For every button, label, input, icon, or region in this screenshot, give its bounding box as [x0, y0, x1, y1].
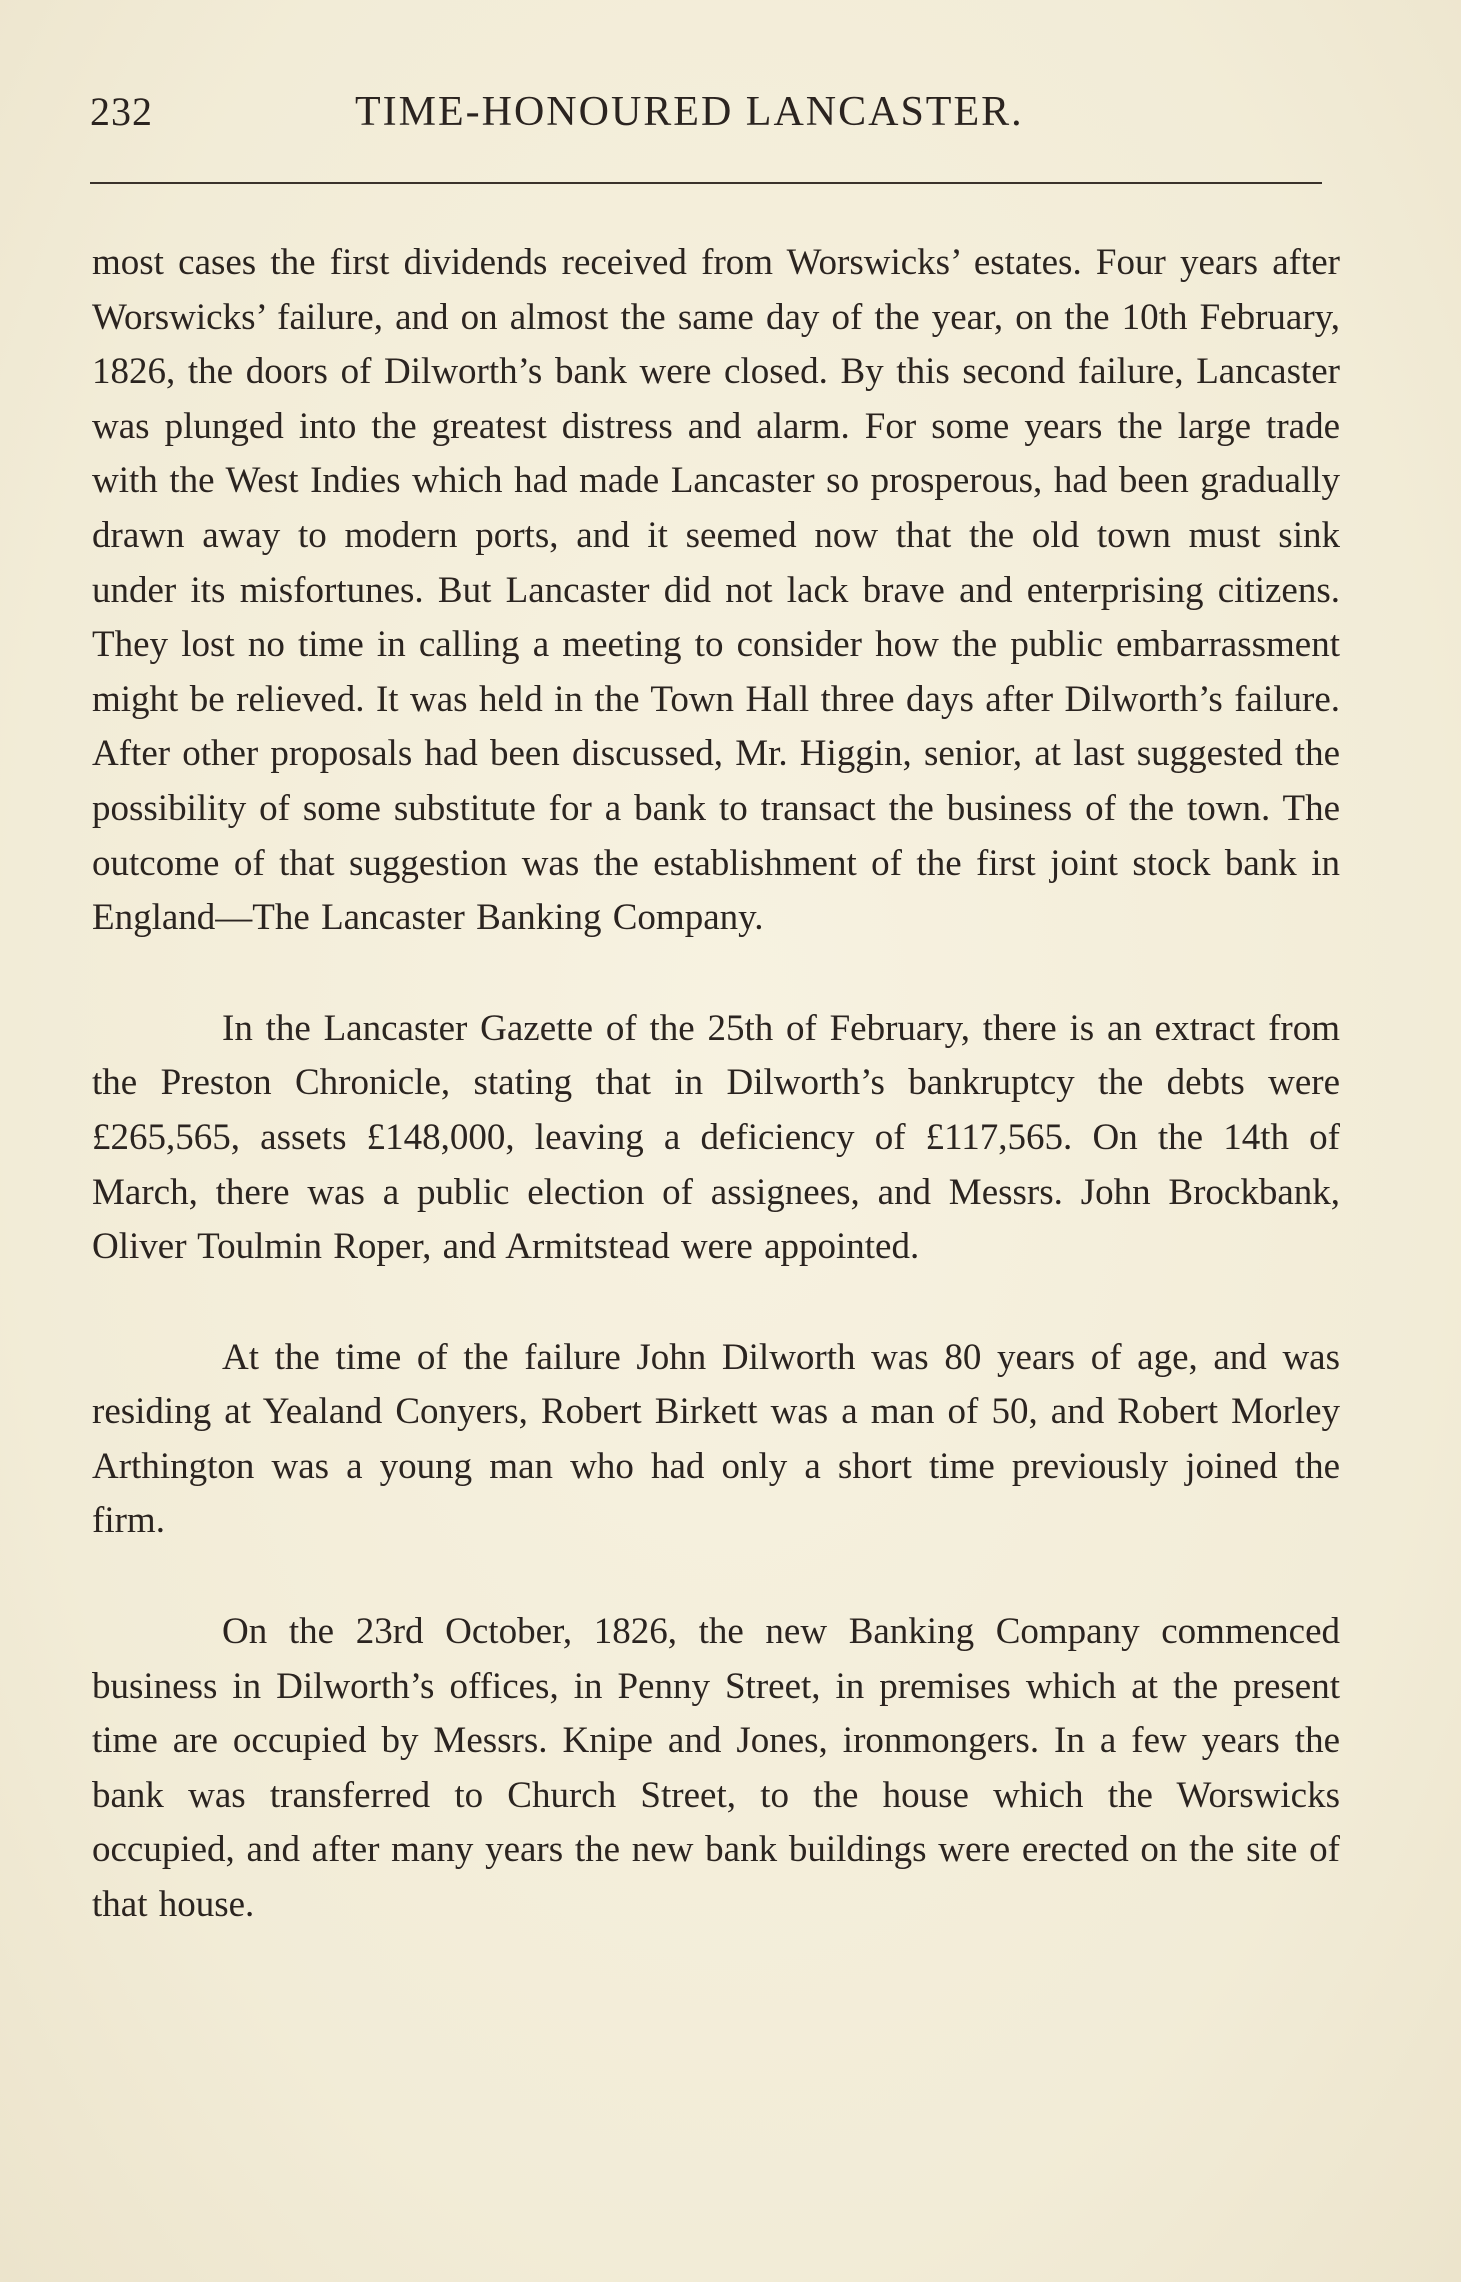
paragraph-4: On the 23rd October, 1826, the new Banking Company commenced business in Dilworth’s offices, in Penny Street, in premises which at the present time are occupied by Messrs. Knipe and Jones, ironmongers. In a few years the bank was transferred to Church Street, to the house which the Worswicks occupied, and after many years the new bank buildings were erected on the site of that house. — [92, 1611, 1340, 1926]
page-header — [90, 88, 1330, 148]
paragraph-3: At the time of the failure John Dilworth was 80 years of age, and was residing at Yealand Conyers, Robert Birkett was a man of 50, and Robert Morley Arthington was a young man who had only a short time previously joined the firm. — [92, 1336, 1340, 1542]
header-rule — [90, 182, 1322, 184]
paragraph-1: most cases the first dividends received from Worswicks’ estates. Four years after Worswicks’ failure, and on almost the same day of the year, on the 10th February, 1826, the doors of Dilworth’s bank were closed. By this second failure, Lancaster was plunged into the greatest distress and alarm. For some years the large trade with the West Indies which had made Lancaster so prosperous, had been gradually drawn away to modern ports, and it seemed now that the old town must sink under its misfortunes. But Lancaster did not lack brave and enterprising citizens. They lost no time in calling a meeting to consider how the public embarrassment might be relieved. It was held in the Town Hall three days after Dilworth’s failure. After other proposals had been discussed, Mr. Higgin, senior, at last suggested the possibility of some substitute for a bank to transact the business of the town. The outcome of that suggestion was the establishment of the first joint stock bank in England—The Lancaster Banking Company. — [92, 242, 1340, 939]
page-number: 232 — [90, 89, 153, 134]
paragraph-2: In the Lancaster Gazette of the 25th of February, there is an extract from the Preston Chronicle, stating that in Dilworth’s bankruptcy the debts were £265,565, assets £148,000, leaving a deficiency of £117,565. On the 14th of March, there was a public election of assignees, and Messrs. John Brockbank, Oliver Toulmin Roper, and Armitstead were appointed. — [92, 1007, 1340, 1268]
running-title: TIME-HONOURED LANCASTER. — [355, 89, 1024, 135]
body-text — [92, 236, 1340, 1933]
